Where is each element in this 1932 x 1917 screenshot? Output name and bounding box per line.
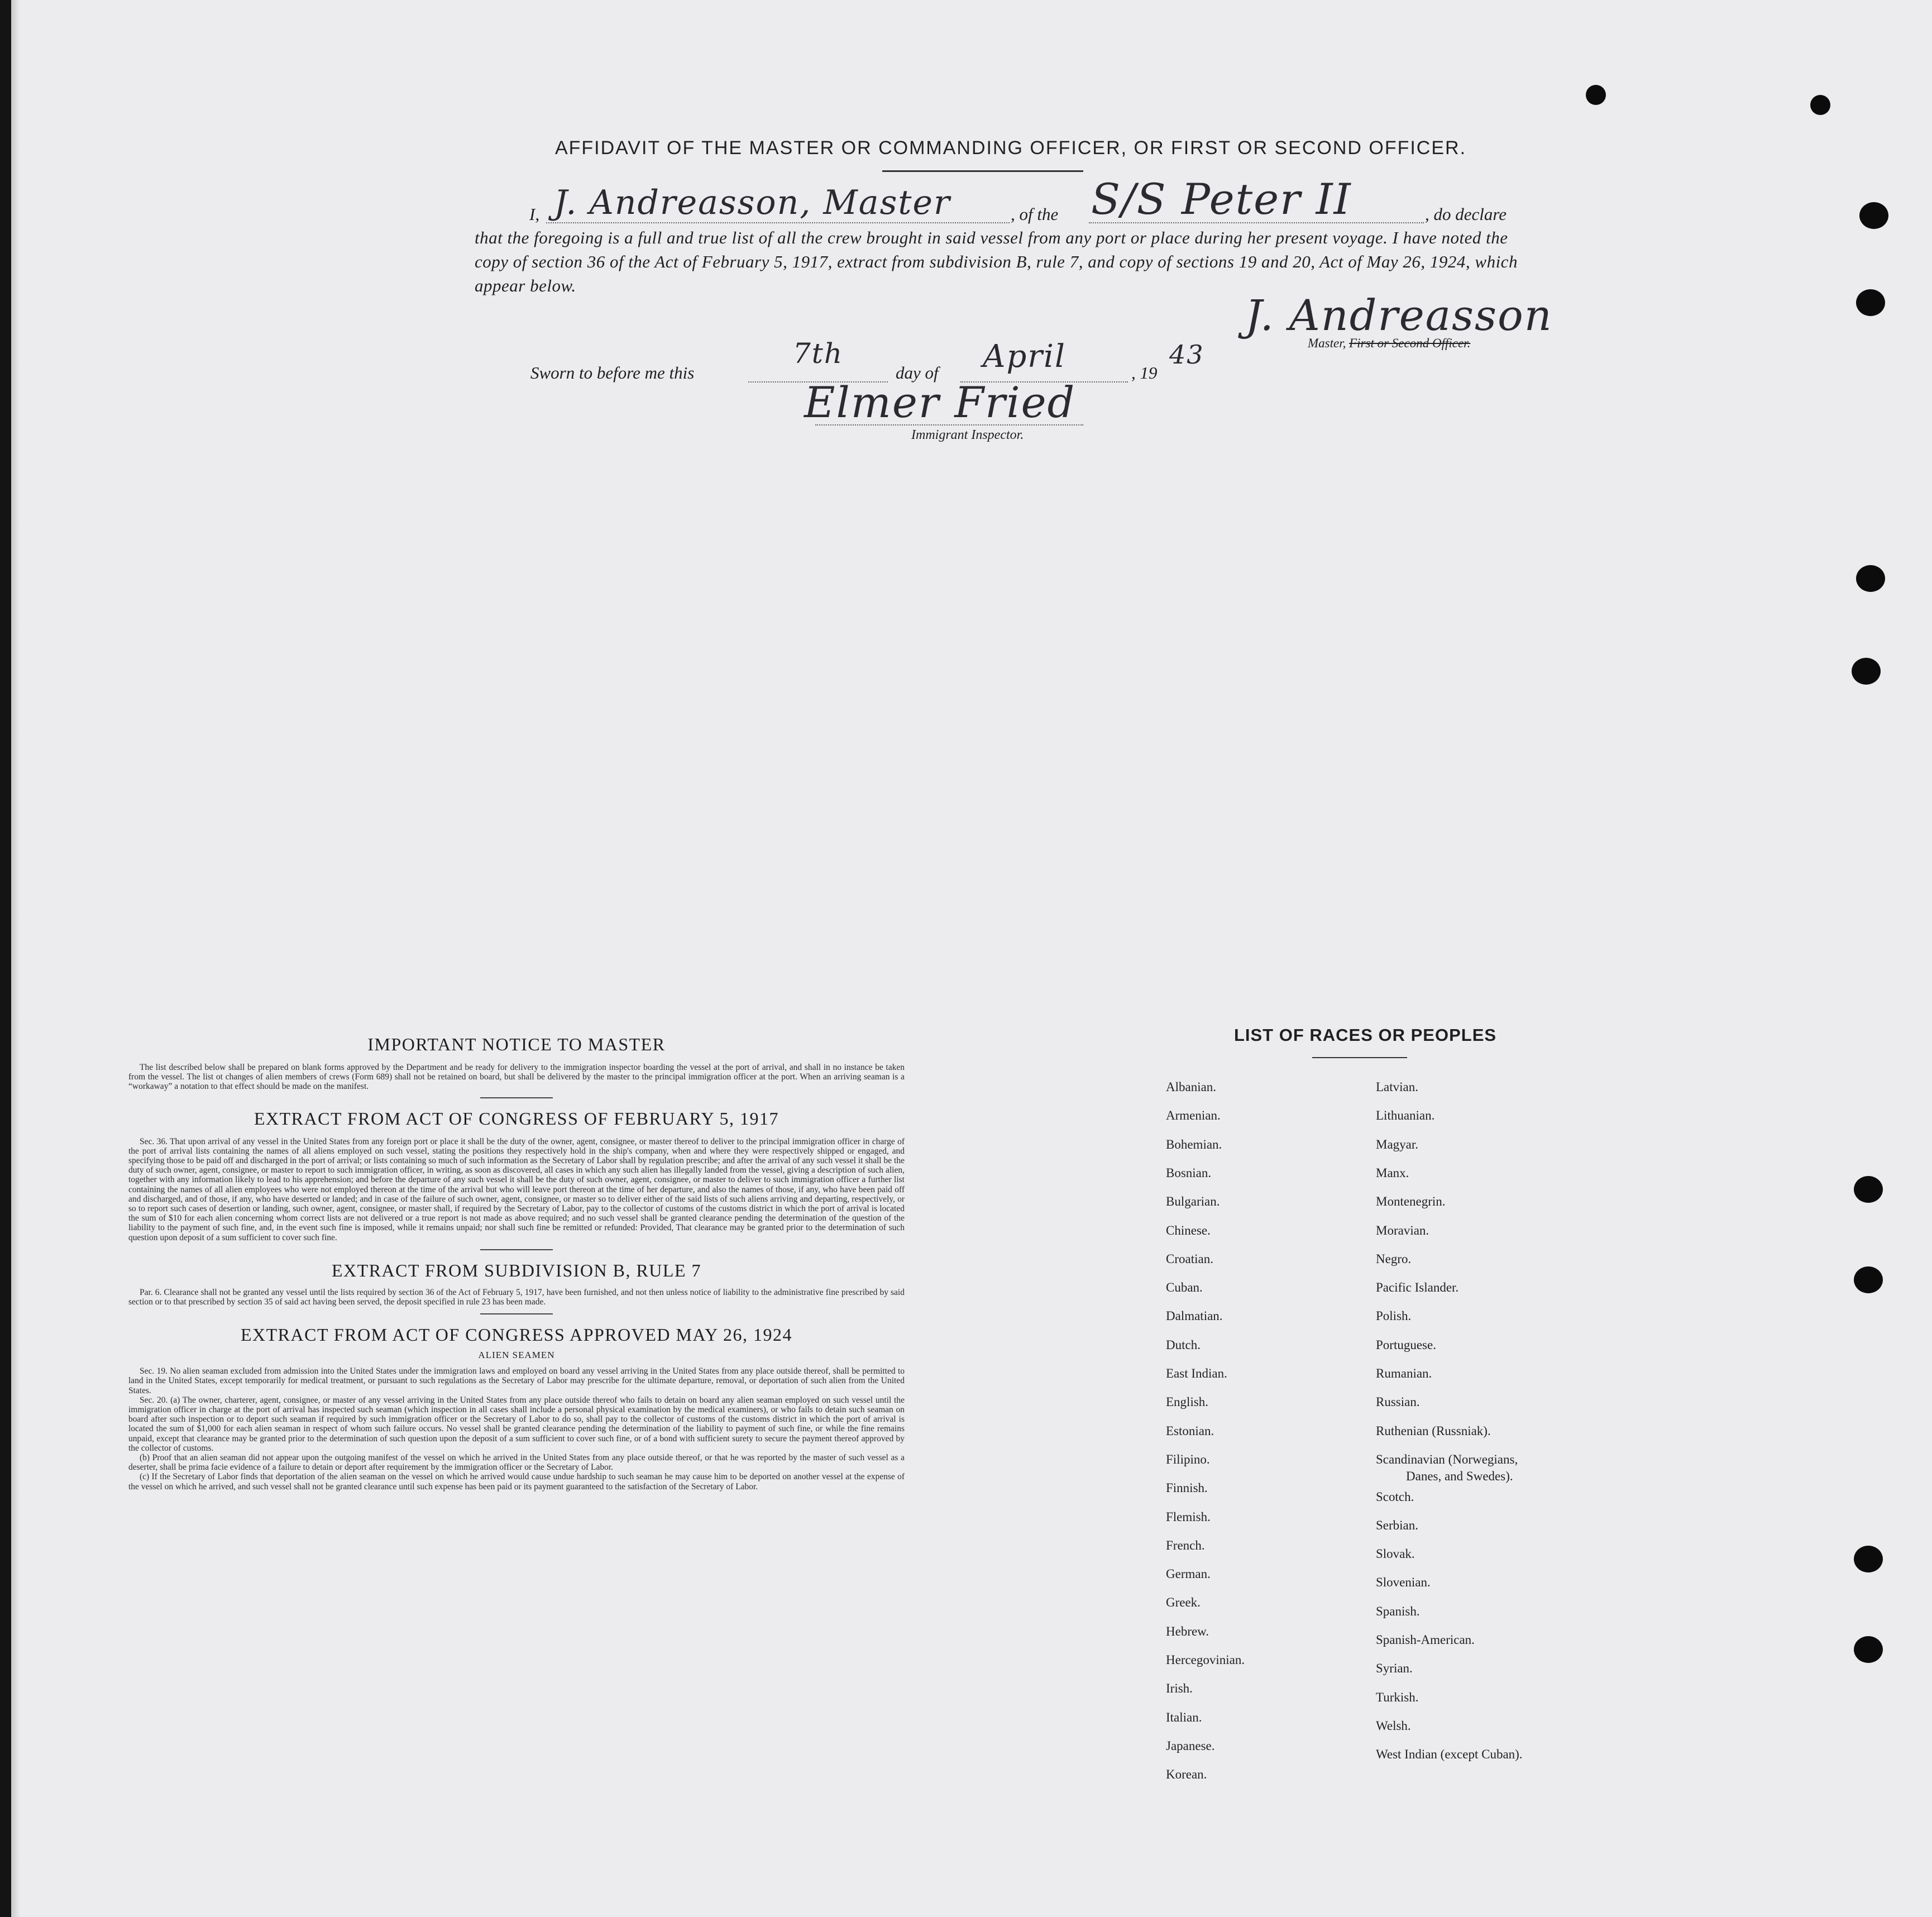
race-item: Italian.: [1166, 1710, 1202, 1724]
rule7-title: EXTRACT FROM SUBDIVISION B, RULE 7: [331, 1260, 701, 1280]
punch-hole: [1854, 1546, 1883, 1572]
rule7-paragraph: Par. 6. Clearance shall not be granted any vessel until the lists required by section 36 of the Act of February 5, 1917, have been furnished, and not then unless notice of liability to the administrative fine prescribed by said section or to that prescribed by section 35 of said act having been served, the deposit specified in rule 23 has been made.: [128, 1287, 905, 1307]
race-item: Irish.: [1166, 1681, 1193, 1696]
race-item: Russian.: [1376, 1395, 1420, 1409]
extract-1917-text: [128, 1137, 905, 1242]
section-rule: [480, 1249, 553, 1250]
section-rule: [480, 1097, 553, 1098]
affidavit-title: AFFIDAVIT OF THE MASTER OR COMMANDING OFFICER, OR FIRST OR SECOND OFFICER.: [554, 137, 1467, 159]
race-item: Bosnian.: [1166, 1165, 1212, 1180]
race-item: Syrian.: [1376, 1661, 1413, 1676]
race-item: Scandinavian (Norwegians,: [1376, 1452, 1518, 1466]
signature-caption: [1308, 336, 1470, 351]
master-signature: J. Andreasson: [1245, 290, 1553, 340]
race-item: Spanish-American.: [1376, 1633, 1475, 1647]
race-item: Finnish.: [1166, 1481, 1208, 1495]
race-item: Greek.: [1166, 1595, 1201, 1610]
race-item: Cuban.: [1166, 1280, 1203, 1295]
race-item: Armenian.: [1166, 1108, 1221, 1123]
race-item: Welsh.: [1376, 1718, 1411, 1733]
race-item: Negro.: [1376, 1251, 1412, 1266]
race-item: Pacific Islander.: [1376, 1280, 1459, 1295]
notice-text: [128, 1063, 905, 1092]
race-item: English.: [1166, 1395, 1209, 1409]
race-item: Moravian.: [1376, 1223, 1429, 1237]
race-item: Bohemian.: [1166, 1137, 1222, 1151]
race-item: Serbian.: [1376, 1518, 1419, 1532]
handwritten-month: April: [983, 338, 1066, 375]
sworn-year-prefix: , 19: [1131, 363, 1158, 383]
extract-1924-text: [128, 1366, 905, 1491]
race-item: German.: [1166, 1567, 1211, 1581]
race-item: Albanian.: [1166, 1080, 1217, 1094]
sworn-prefix: Sworn to before me this: [530, 363, 695, 383]
punch-hole: [1852, 658, 1881, 685]
punch-hole: [1859, 202, 1888, 229]
race-item: West Indian (except Cuban).: [1376, 1747, 1523, 1762]
race-item: Portuguese.: [1376, 1337, 1436, 1352]
extract-1917-paragraph: Sec. 36. That upon arrival of any vessel in the United States from any foreign port or place it shall be the duty of the owner, agent, consignee, or master thereof to deliver to the principal immigration officer in charge of the port of arrival lists containing the names of all aliens employed on such vessel, stating the positions they respectively hold in the ship's company, when and where they were respectively shipped or engaged, and specifying those to be paid off and discharged in the port of arrival; or lists containing so much of such information as the Secretary of Labor shall by regulation prescribe; and after the arrival of any such vessel it shall be the duty of such owner, agent, consignee, or master to report to such immigration officer, in writing, as soon as discovered, all cases in which any such alien has illegally landed from the vessel, giving a description of such alien, together with any information likely to lead to his apprehension; and before the departure of any such vessel it shall be the duty of such owner, agent, consignee, or master to deliver to such immigration officer a further list containing the names of all alien employees who were not employed thereon at the time of the arrival but who will leave port thereon at the time of her departure, and also the names of those, if any, who have been paid off and discharged, and of those, if any, who have deserted or landed; and in case of the failure of such owner, agent, consignee, or master so to deliver either of the said lists of such aliens arriving and departing, respectively, or so to report such cases of desertion or landing, such owner, agent, consignee, or master shall, if required by the Secretary of Labor, pay to the collector of customs of the customs district in which the port of arrival is located the sum of $10 for each alien concerning whom correct lists are not delivered or a true report is not made as above required; and no such vessel shall be granted clearance pending the determination of the question of the liability to the payment of such fine, and, in the event such fine is imposed, while it remains unpaid; nor shall such fine be remitted or refunded: Provided, That clearance may be granted prior to the determination of such question upon deposit of a sum sufficient to cover such fine.: [128, 1136, 905, 1242]
race-item: Manx.: [1376, 1165, 1409, 1180]
notice-paragraph: The list described below shall be prepared on blank forms approved by the Department and be ready for delivery to the immigration inspector boarding the vessel at the port of arrival, and shall in no instance be taken from the vessel. The list ot changes of alien members of crews (Form 689) shall not be retained on board, but shall be delivered by the master to the principal immigration officer at the port. When an arriving seaman is a “workaway” a notation to that effect should be made on the manifest.: [128, 1063, 905, 1092]
race-item: Slovenian.: [1376, 1575, 1431, 1590]
race-item: Turkish.: [1376, 1690, 1419, 1704]
inspector-signature: Elmer Fried: [804, 377, 1076, 427]
extract-1924-subtitle: ALIEN SEAMEN: [478, 1350, 555, 1361]
declaration-body: that the foregoing is a full and true list of all the crew brought in said vessel from any port or place during her present voyage. I have noted the copy of section 36 of the Act of February 5, 1917, extract from subdivision B, rule 7, and copy of sections 19 and 20, Act of May 26, 1924, which appear below.: [475, 228, 1518, 295]
race-item: Chinese.: [1166, 1223, 1211, 1237]
inspector-blank-line: [815, 424, 1083, 426]
title-rule: [882, 170, 1083, 172]
race-item: Filipino.: [1166, 1452, 1210, 1466]
race-item: Latvian.: [1376, 1080, 1418, 1094]
race-item: Slovak.: [1376, 1547, 1415, 1561]
legal-column: [128, 1034, 905, 1491]
declaration-suffix: , do declare: [1425, 204, 1507, 224]
race-item-continuation: Danes, and Swedes).: [1406, 1469, 1513, 1483]
sec20a-paragraph: Sec. 20. (a) The owner, charterer, agent, consignee, or master of any vessel arriving in the United States from any place outside thereof who fails to detain on board any alien seaman employed on such vessel until the immigration officer in charge at the port of arrival has inspected such seaman (which inspection in all cases shall include a personal physical examination by the medical examiners), or who fails to detain such seaman on board after such inspection or to deport such seaman if required by such immigration officer or the Secretary of Labor to do so, shall pay to the collector of customs of the customs district in which the port of arrival is located the sum of $1,000 for each alien seaman in respect of whom such failure occurs. No vessel shall be granted clearance pending the determination of the liability to payment of such fine, or while the fine remains unpaid, except that clearance may be granted prior to the determination of such question upon the deposit of a sum sufficient to cover such fine, or of a bond with sufficient surety to secure the payment thereof approved by the collector of customs.: [128, 1395, 905, 1453]
caption-master: Master,: [1308, 336, 1346, 350]
inspector-caption: Immigrant Inspector.: [911, 428, 1024, 442]
punch-hole: [1856, 289, 1885, 316]
handwritten-name: J. Andreasson, Master: [554, 183, 951, 222]
race-item: Montenegrin.: [1376, 1194, 1446, 1209]
race-item: Lithuanian.: [1376, 1108, 1435, 1123]
races-title-rule: [1312, 1057, 1407, 1058]
race-item: Flemish.: [1166, 1509, 1211, 1524]
race-item: Dutch.: [1166, 1337, 1201, 1352]
sworn-day-of: day of: [896, 363, 939, 383]
race-item: Spanish.: [1376, 1604, 1420, 1618]
race-item: Estonian.: [1166, 1423, 1214, 1438]
punch-hole: [1854, 1266, 1883, 1293]
extract-1924-title: EXTRACT FROM ACT OF CONGRESS APPROVED MAY 26, 1924: [240, 1325, 793, 1345]
punch-hole: [1586, 85, 1606, 105]
race-item: Magyar.: [1376, 1137, 1419, 1151]
race-item: Ruthenian (Russniak).: [1376, 1423, 1491, 1438]
race-item: Bulgarian.: [1166, 1194, 1220, 1209]
race-item: Hebrew.: [1166, 1624, 1209, 1638]
rule7-text: [128, 1288, 905, 1307]
name-blank-line: [546, 222, 1010, 223]
race-item: Dalmatian.: [1166, 1309, 1223, 1323]
section-rule: [480, 1313, 553, 1314]
extract-1917-title: EXTRACT FROM ACT OF CONGRESS OF FEBRUARY 5, 1917: [254, 1108, 780, 1129]
race-item: Croatian.: [1166, 1251, 1213, 1266]
race-item: Japanese.: [1166, 1738, 1215, 1753]
punch-hole: [1856, 565, 1885, 592]
race-item: East Indian.: [1166, 1366, 1227, 1380]
punch-hole: [1854, 1176, 1883, 1203]
sec19-paragraph: Sec. 19. No alien seaman excluded from admission into the United States under the immigration laws and employed on board any vessel arriving in the United States from any place outside thereof, shall be permitted to land in the United States, except temporarily for medical treatment, or pursuant to such regulations as the Secretary of Labor may prescribe for the ultimate departure, removal, or deportation of such alien from the United States.: [128, 1366, 905, 1395]
document-page: [11, 0, 1932, 1917]
race-item: Hercegovinian.: [1166, 1653, 1245, 1667]
caption-struck: First or Second Officer.: [1349, 336, 1471, 350]
race-item: Scotch.: [1376, 1489, 1414, 1504]
race-item: Polish.: [1376, 1309, 1412, 1323]
sec20b-paragraph: (b) Proof that an alien seaman did not appear upon the outgoing manifest of the vessel on which he arrived in the United States from any place outside thereof, or that he was reported by the master of such vessel as a deserter, shall be prima facie evidence of a failure to detain or deport after requirement by the immigration officer or the Secretary of Labor.: [128, 1453, 905, 1473]
sec20c-paragraph: (c) If the Secretary of Labor finds that deportation of the alien seaman on the vessel on which he arrived would cause undue hardship to such seaman he may cause him to be deported on another vessel at the expense of the vessel on which he arrived, and such vessel shall not be granted clearance until such expense has been paid or its payment guaranteed to the satisfaction of the Secretary of Labor.: [128, 1472, 905, 1491]
race-item: French.: [1166, 1538, 1205, 1552]
declaration-prefix: I,: [529, 204, 540, 224]
races-title: LIST OF RACES OR PEOPLES: [1233, 1025, 1497, 1045]
handwritten-year: 43: [1169, 340, 1204, 370]
notice-title: IMPORTANT NOTICE TO MASTER: [367, 1034, 666, 1054]
race-item: Rumanian.: [1376, 1366, 1432, 1380]
handwritten-vessel: S/S Peter II: [1091, 174, 1352, 224]
punch-hole: [1810, 95, 1830, 115]
punch-hole: [1854, 1636, 1883, 1663]
race-item: Korean.: [1166, 1767, 1207, 1782]
handwritten-day: 7th: [793, 337, 844, 370]
declaration-of-the: , of the: [1011, 204, 1059, 224]
